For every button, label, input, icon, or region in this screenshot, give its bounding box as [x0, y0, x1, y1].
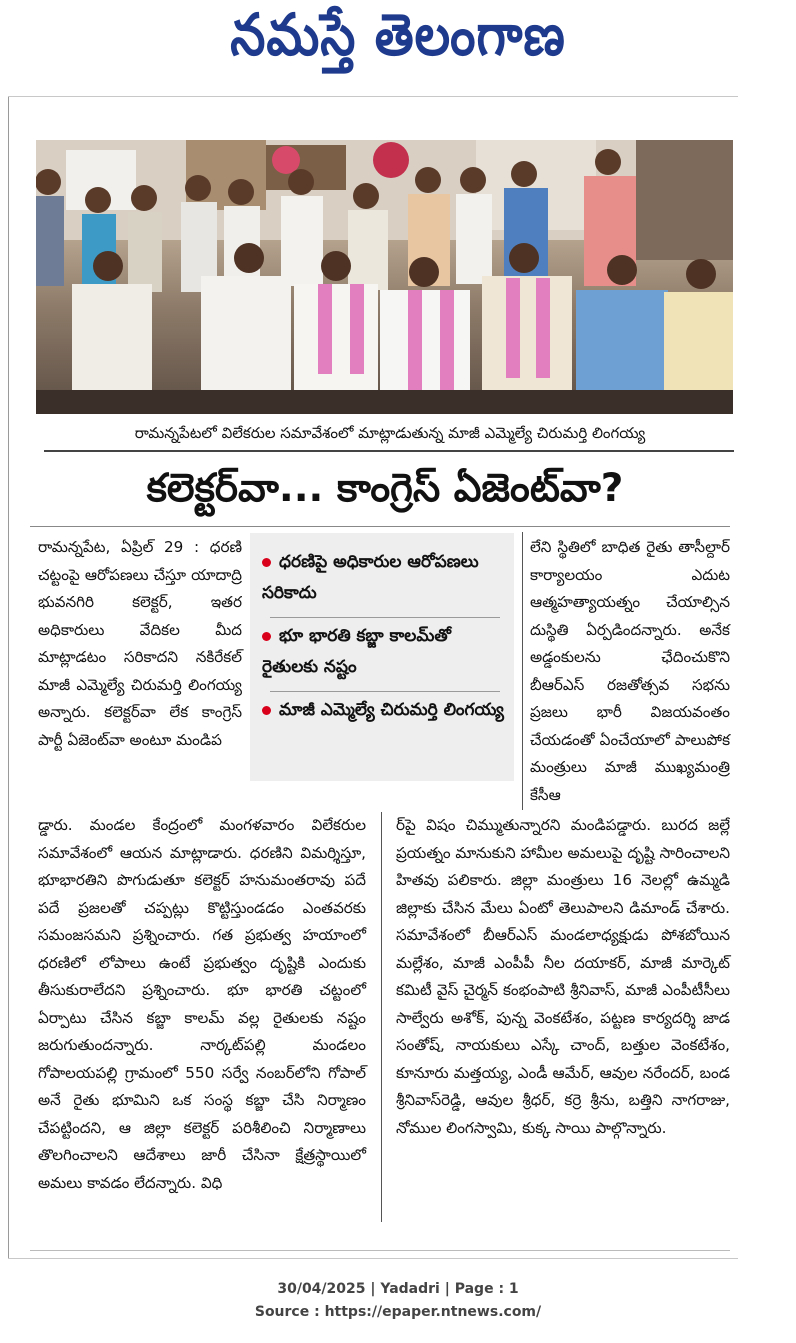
article-end-rule [30, 1250, 730, 1251]
highlight-divider [270, 617, 500, 618]
article-text-lower-left: డ్డారు. మండల కేంద్రంలో మంగళవారం విలేకరుల సమావేశంలో ఆయన మాట్లాడారు. ధరణిని విమర్శిస్తూ, భూభారతిని పొగుడుతూ కలెక్టర్ హనుమంతరావు పదే పదే ప్రజలతో చప్పట్లు కొట్టిస్తుండడం ఎంతవరకు సమంజసమని ప్రశ్నించారు. గత ప్రభుత్వ హయాంలో ధరణిలో లోపాలు ఉంటే ప్రభుత్వం దృష్టికి ఎందుకు తీసుకురాలేదని ప్రశ్నించారు. భూ భారతి చట్టంలో ఏర్పాటు చేసిన కబ్జా కాలమ్ వల్ల రైతులకు నష్టం జరుగుతుందన్నారు. నార్కట్‌పల్లి మండలం గోపాలయపల్లి గ్రామంలో 550 సర్వే నంబర్‌లోని గోపాల్ అనే రైతు భూమిని ఒక సంస్థ కబ్జా చేసి నిర్మాణం చేపట్టిందని, ఆ జిల్లా కలెక్టర్ పరిశీలించి నిర్మాణాలు తొలగించాలని ఆదేశాలు జారీ చేసినా క్షేత్రస్థాయిలో అమలు కావడం లేదన్నారు. విధి [38, 816, 366, 1192]
column-divider [381, 812, 382, 1222]
page-frame-bottom [8, 1258, 738, 1259]
bullet-icon [262, 632, 271, 641]
article-column-lower-right [396, 812, 730, 1142]
group-photo-illustration [36, 140, 733, 414]
masthead-title: నమస్తే తెలంగాణ [230, 1, 566, 68]
article-column-1 [38, 534, 242, 754]
photo-caption: రామన్నపేటలో విలేకరుల సమావేశంలో మాట్లాడుతున్న మాజీ ఎమ్మెల్యే చిరుమర్తి లింగయ్య [134, 424, 646, 442]
bullet-icon [262, 558, 271, 567]
footer-source-line: Source : https://epaper.ntnews.com/ [254, 1304, 542, 1320]
highlight-item: భూ భారతి కబ్జా కాలమ్‌తో రైతులకు నష్టం [262, 626, 451, 677]
footer-edition-line: 30/04/2025 | Yadadri | Page : 1 [277, 1281, 519, 1297]
caption-divider [44, 450, 734, 452]
column-divider [522, 532, 523, 810]
article-column-3 [530, 534, 730, 809]
bullet-icon [262, 706, 271, 715]
page-frame-top [8, 96, 738, 97]
highlight-divider [270, 691, 500, 692]
article-text-lower-right: ర్‌పై విషం చిమ్ముతున్నారని మండిపడ్డారు. బురద జల్లే ప్రయత్నం మానుకుని హామీల అమలుపై దృష్టి సారించాలని హితవు పలికారు. జిల్లా మంత్రులు 16 నెలల్లో ఉమ్మడి జిల్లాకు చేసిన మేలు ఏంటో తెలుపాలని డిమాండ్ చేశారు. సమావేశంలో బీఆర్ఎస్ మండలాధ్యక్షుడు పోశబోయిన మల్లేశం, మాజీ ఎంపీపీ నీల దయాకర్, మాజీ మార్కెట్ కమిటీ వైస్ చైర్మన్ కంభంపాటి శ్రీనివాస్, మాజీ ఎంపీటీసీలు సాల్వేరు అశోక్, పున్న వెంకటేశం, పట్టణ కార్యదర్శి జాడ సంతోష్, నాయకులు ఎస్కే చాంద్, బత్తుల వెంకటేశం, కూనూరు మత్తయ్య, ఎండీ ఆమేర్, ఆవుల నరేందర్, బండ శ్రీనివాస్‌రెడ్డి, ఆవుల శ్రీధర్, కర్రె శ్రీను, బత్తిని నాగరాజు, నోముల లింగస్వామి, కుక్క సాయి పాల్గొన్నారు. [396, 816, 730, 1137]
newspaper-masthead [0, 0, 796, 84]
highlight-box [250, 533, 514, 781]
page-frame-left [8, 96, 9, 1258]
article-column-lower-left [38, 812, 366, 1197]
article-text-col1: రామన్నపేట, ఏప్రిల్ 29 : ధరణి చట్టంపై ఆరోపణలు చేస్తూ యాదాద్రి భువనగిరి కలెక్టర్, ఇతర అధికారులు వేదికల మీద మాట్లాడటం సరికాదని నకిరేకల్ మాజీ ఎమ్మెల్యే చిరుమర్తి లింగయ్య అన్నారు. కలెక్టర్‌వా లేక కాంగ్రెస్ పార్టీ ఏజెంట్‌వా అంటూ మండిప [38, 538, 242, 749]
article-text-col3: లేని స్థితిలో బాధిత రైతు తాసీల్దార్ కార్యాలయం ఎదుట ఆత్మహత్యాయత్నం చేయాల్సిన దుస్థితి ఏర్పడిందన్నారు. అనేక అడ్డంకులను ఛేదించుకొని బీఆర్ఎస్ రజతోత్సవ సభను ప్రజలు భారీ విజయవంతం చేయడంతో ఏంచేయాలో పాలుపోక మంత్రులు మాజీ ముఖ్యమంత్రి కేసీఆ [530, 538, 730, 804]
news-photo [36, 140, 733, 414]
headline-divider [30, 526, 730, 527]
highlight-item: ధరణిపై అధికారుల ఆరోపణలు సరికాదు [262, 552, 479, 603]
highlight-item: మాజీ ఎమ్మెల్యే చిరుమర్తి లింగయ్య [262, 695, 508, 726]
article-headline: కలెక్టర్‌వా... కాంగ్రెస్ ఏజెంట్‌వా? [146, 466, 624, 511]
